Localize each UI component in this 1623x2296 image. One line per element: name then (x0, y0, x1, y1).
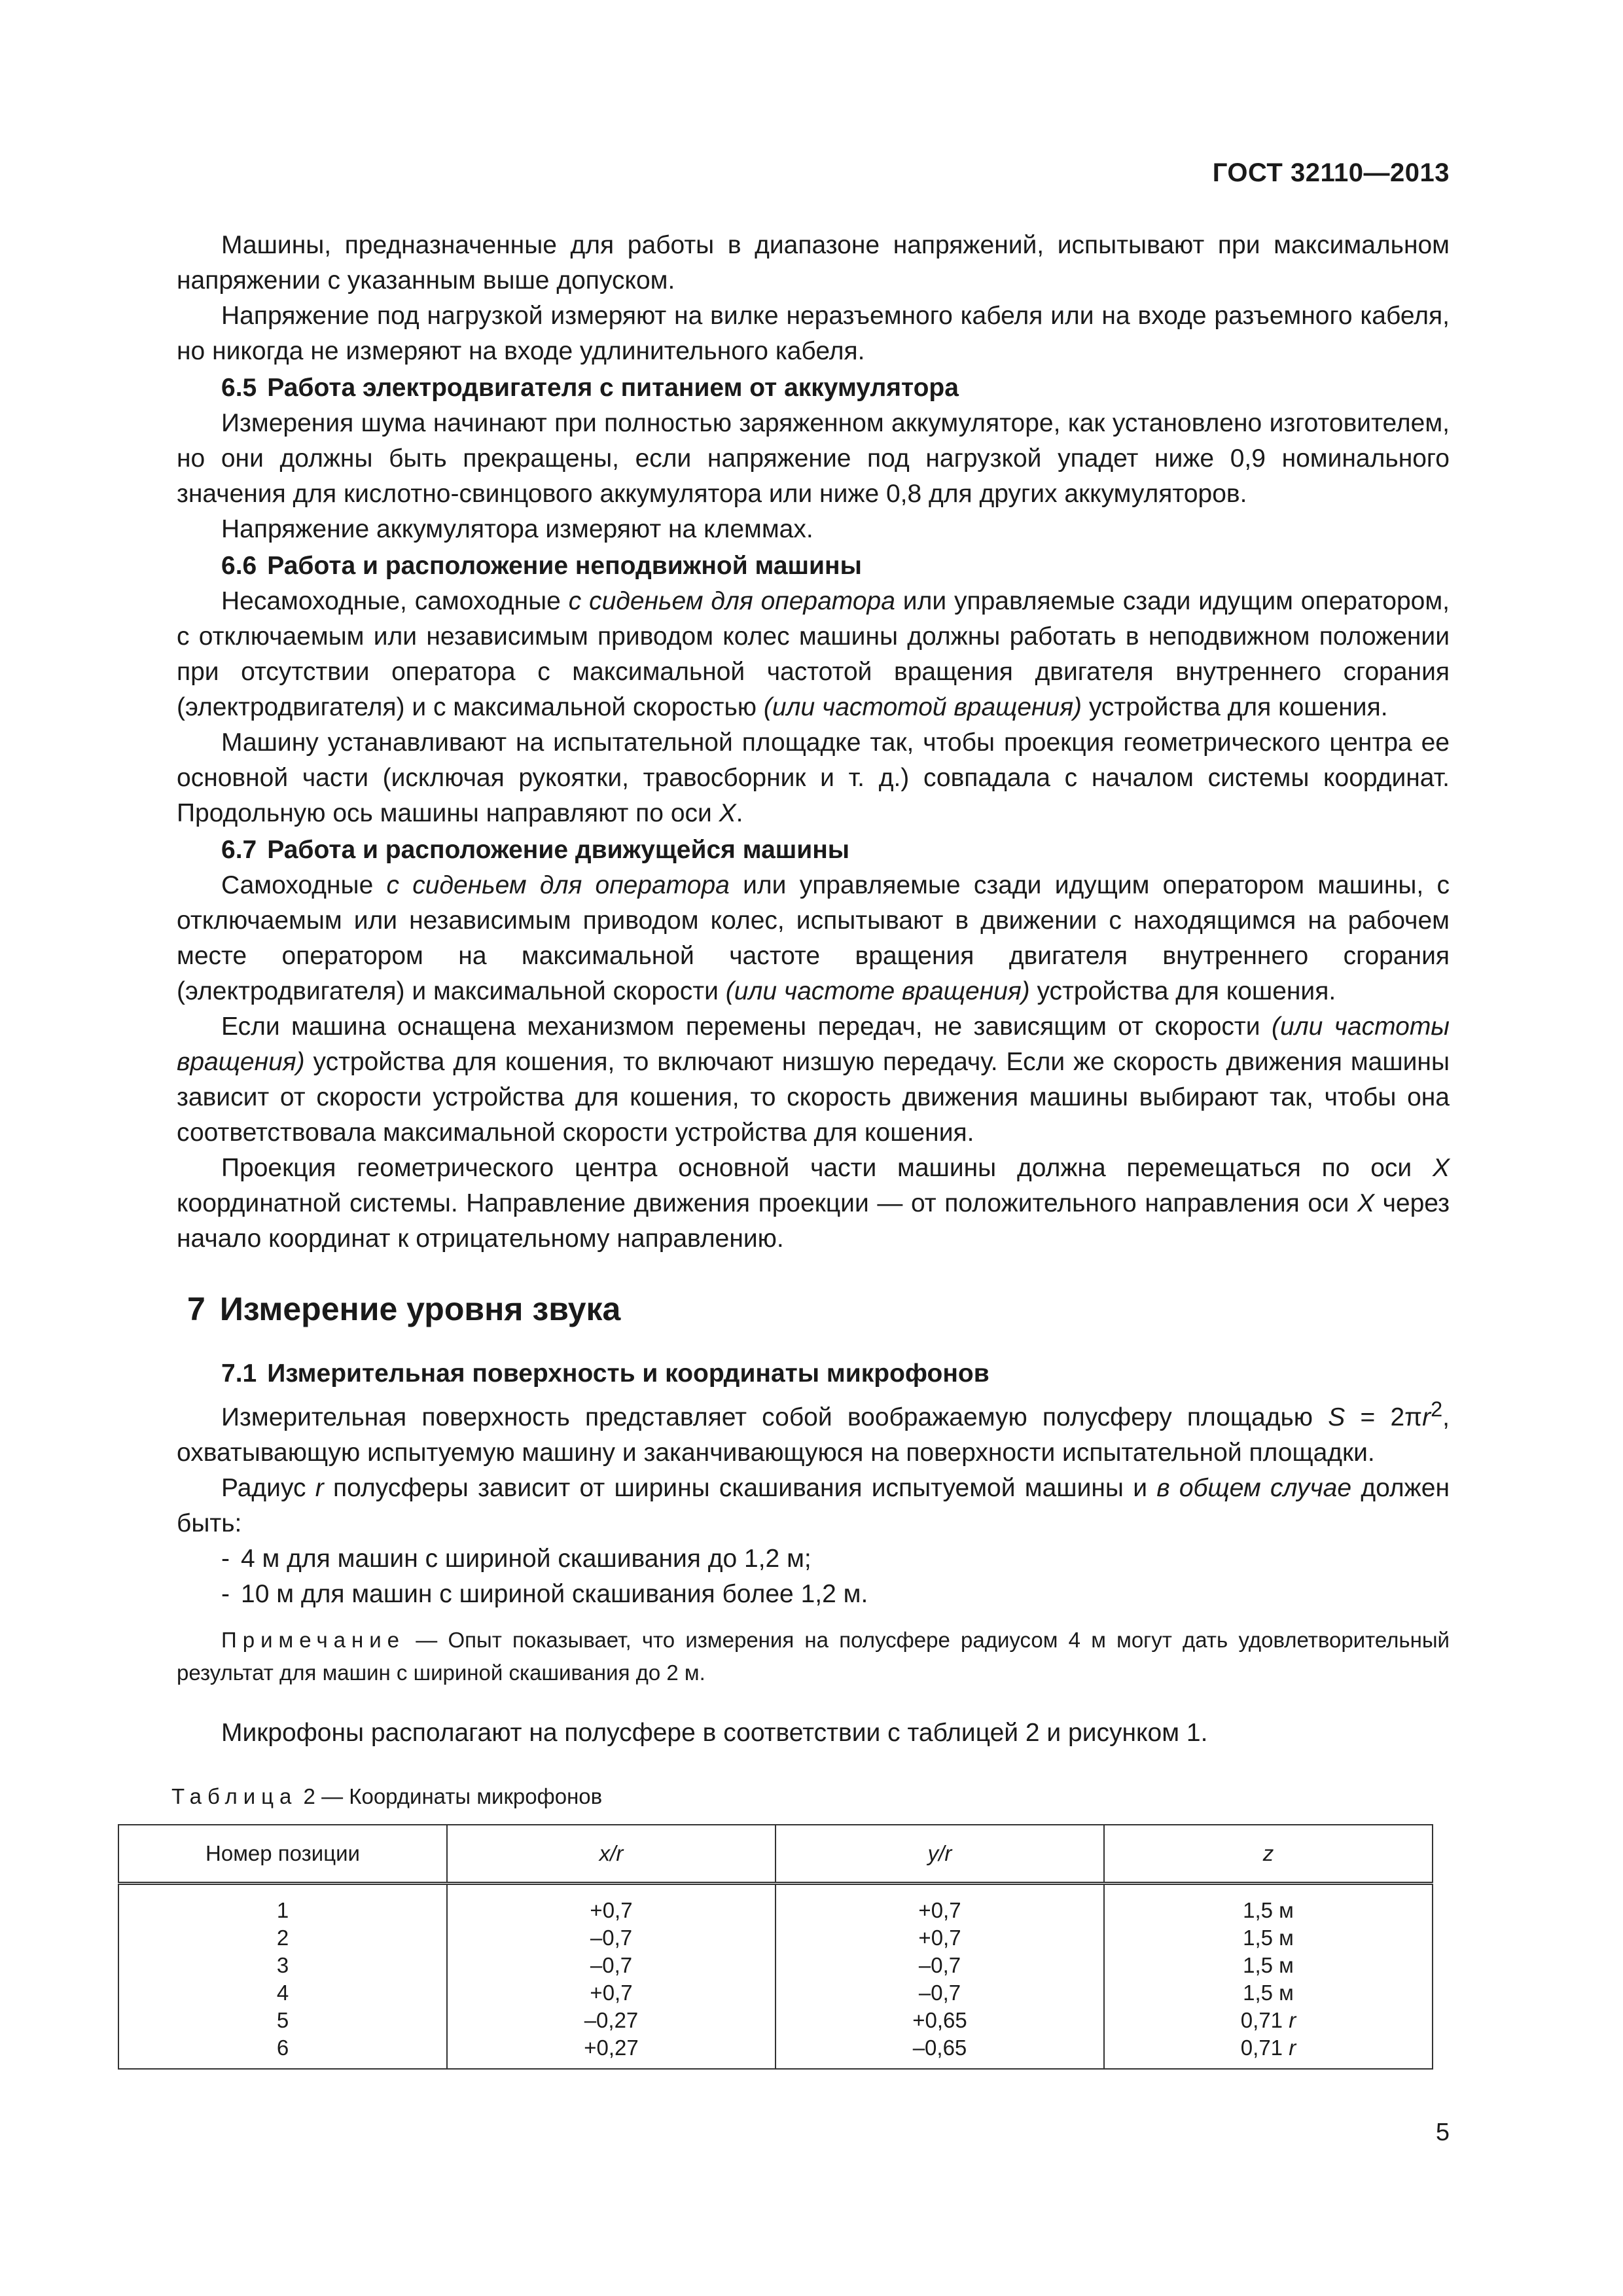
section-heading-6-6: 6.6 Работа и расположение неподвижной машины (221, 552, 862, 580)
paragraph: Микрофоны располагают на полусфере в соответствии с таблицей 2 и рисунком 1. (221, 1719, 1208, 1747)
table-row: 3 –0,7 –0,7 1,5 м (118, 1952, 1433, 1979)
table-caption: Таблица 2 — Координаты микрофонов (171, 1784, 603, 1808)
table-header-row (118, 1825, 1433, 1884)
paragraph: Машины, предназначенные для работы в диапазоне напряжений, испытывают при максимальном напряжении с указанным выше допуском. (177, 231, 1450, 295)
column-header: Номер позиции (118, 1825, 447, 1884)
section-heading-7-1: 7.1 Измерительная поверхность и координаты микрофонов (221, 1359, 990, 1388)
paragraph: Напряжение аккумулятора измеряют на клеммах. (221, 515, 813, 543)
column-header: y/r (776, 1825, 1104, 1884)
paragraph: Машину устанавливают на испытательной площадке так, чтобы проекция геометрического центра ее основной части (исключая рукоятки, травосборник и т. д.) совпадала с началом системы координат. Продольную ось машины направляют по оси X. (177, 728, 1450, 827)
paragraph: Самоходные с сиденьем для оператора или управляемые сзади идущим оператором машины, с отключаемым или независимым приводом колес, испытывают в движении с находящимся на рабочем месте оператором на максимальной частоте вращения двигателя внутреннего сгорания (электродвигателя) и максимальной скорости (или частоте вращения) устройства для кошения. (177, 871, 1450, 1005)
column-header: x/r (447, 1825, 776, 1884)
section-heading-6-7: 6.7 Работа и расположение движущейся машины (221, 836, 850, 864)
table-row: 1 +0,7 +0,7 1,5 м (118, 1884, 1433, 1925)
paragraph: Напряжение под нагрузкой измеряют на вилке неразъемного кабеля или на входе разъемного кабеля, но никогда не измеряют на входе удлинительного кабеля. (177, 302, 1450, 365)
document-code: ГОСТ 32110—2013 (1212, 158, 1450, 187)
paragraph: Измерения шума начинают при полностью заряженном аккумуляторе, как установлено изготовителем, но они должны быть прекращены, если напряжение под нагрузкой упадет ниже 0,9 номинального значения для кислотно-свинцового аккумулятора или ниже 0,8 для других аккумуляторов. (177, 409, 1450, 508)
paragraph: Радиус r полусферы зависит от ширины скашивания испытуемой машины и в общем случае должен быть: (177, 1474, 1450, 1537)
table-row: 5 –0,27 +0,65 0,71 r (118, 2007, 1433, 2034)
table-row: 4 +0,7 –0,7 1,5 м (118, 1979, 1433, 2007)
note: Примечание — Опыт показывает, что измерения на полусфере радиусом 4 м могут дать удовлетворительный результат для машин с шириной скашивания до 2 м. (177, 1628, 1450, 1685)
table-row: 2 –0,7 +0,7 1,5 м (118, 1924, 1433, 1952)
microphone-coordinates-table (118, 1824, 1433, 2070)
page-content (171, 228, 1450, 2070)
radius-list (177, 1541, 1450, 1612)
chapter-heading-7: 7 Измерение уровня звука (187, 1291, 621, 1327)
paragraph: Проекция геометрического центра основной части машины должна перемещаться по оси X координатной системы. Направление движения проекции — от положительного направления оси X через начало координат к отрицательному направлению. (177, 1154, 1450, 1253)
list-item: - 4 м для машин с шириной скашивания до 1,2 м; (221, 1545, 812, 1573)
column-header: z (1104, 1825, 1433, 1884)
paragraph: Измерительная поверхность представляет собой воображаемую полусферу площадью $S = 2\pi r^2$, охватывающую испытуемую машину и заканчивающуюся на поверхности испытательной площадки. (177, 1397, 1450, 1467)
list-item: - 10 м для машин с шириной скашивания более 1,2 м. (221, 1580, 868, 1608)
table-row: 6 +0,27 –0,65 0,71 r (118, 2034, 1433, 2069)
section-heading-6-5: 6.5 Работа электродвигателя с питанием от аккумулятора (221, 374, 959, 402)
paragraph: Несамоходные, самоходные с сиденьем для оператора или управляемые сзади идущим оператором, с отключаемым или независимым приводом колес машины должны работать в неподвижном положении при отсутствии оператора с максимальной частотой вращения двигателя внутреннего сгорания (электродвигателя) и с максимальной скоростью (или частотой вращения) устройства для кошения. (177, 587, 1450, 721)
page-number: 5 (1435, 2119, 1450, 2146)
paragraph: Если машина оснащена механизмом перемены передач, не зависящим от скорости (или частоты вращения) устройства для кошения, то включают низшую передачу. Если же скорость движения машины зависит от скорости устройства для кошения, то скорость движения машины выбирают так, чтобы она соответствовала максимальной скорости устройства для кошения. (177, 1013, 1450, 1147)
document-page (171, 0, 1450, 2296)
